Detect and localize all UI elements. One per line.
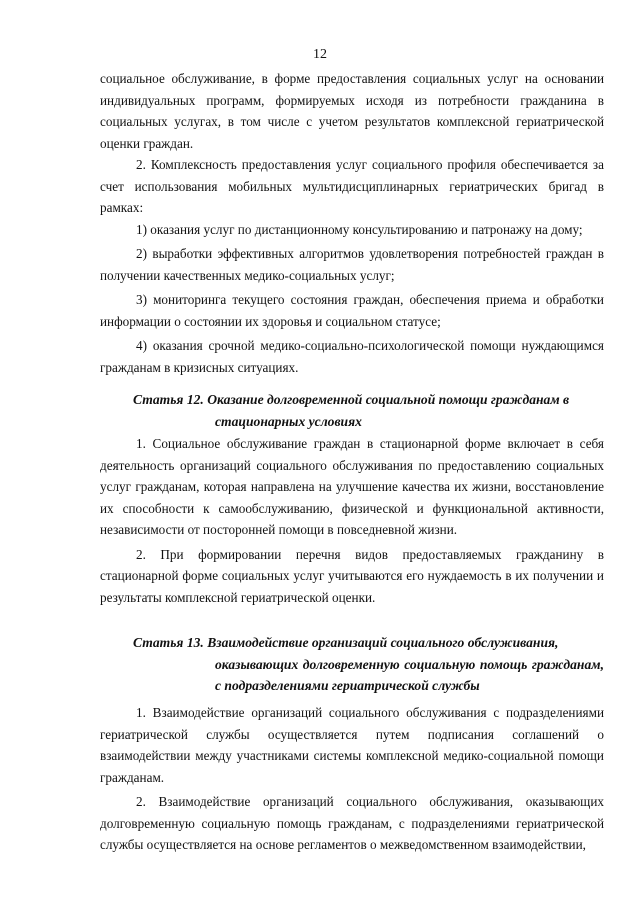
subitem-3: 3) мониторинга текущего состояния граждан, обеспечения приема и обработки информации о состоянии их здоровья и социальном статусе; bbox=[100, 292, 604, 329]
article-13-title bbox=[133, 632, 604, 697]
article-12-paragraph-1: 1. Социальное обслуживание граждан в стационарной форме включает в себя деятельность организаций социального обслуживания по предоставлению социальных услуг гражданам, которая направлена на улучшение качества их жизни, восстановление их способности к самообслуживанию, физической и функциональной активности, независимости от посторонней помощи в повседневной жизни. bbox=[100, 436, 604, 537]
article-12-title-line1: Статья 12. Оказание долговременной социальной помощи гражданам в bbox=[133, 392, 570, 407]
page-number: 12 bbox=[313, 47, 327, 62]
item2-intro: 2. Комплексность предоставления услуг социального профиля обеспечивается за счет использования мобильных мультидисциплинарных гериатрических бригад в рамках: bbox=[100, 157, 604, 215]
subitem-2: 2) выработки эффективных алгоритмов удовлетворения потребностей граждан в получении качественных медико-социальных услуг; bbox=[100, 246, 604, 283]
subitem-1: 1) оказания услуг по дистанционному консультированию и патронажу на дому; bbox=[136, 221, 583, 237]
item2-block bbox=[100, 154, 604, 378]
article-12-paragraph-2: 2. При формировании перечня видов предоставляемых гражданину в стационарной форме социальных услуг учитываются его нуждаемость в их получении и результаты комплексной гериатрической оценки. bbox=[100, 546, 604, 605]
continuation-block bbox=[100, 68, 604, 154]
article-12-title bbox=[133, 389, 604, 432]
article-13-title-lead: Статья 13. Взаимодействие организаций социального обслуживания, bbox=[133, 635, 559, 650]
article-13-paragraph-1: 1. Взаимодействие организаций социального обслуживания с подразделениями гериатрической службы осуществляется путем подписания соглашений о взаимодействии между участниками системы комплексной медико-социальной помощи гражданам. bbox=[100, 705, 604, 785]
article-13-title-cont: оказывающих долговременную социальную помощь гражданам, с подразделениями гериатрической службы bbox=[215, 656, 604, 693]
article-12-title-line2: стационарных условиях bbox=[215, 413, 362, 429]
continuation-paragraph: социальное обслуживание, в форме предоставления социальных услуг на основании индивидуальных программ, формируемых исходя из потребности гражданина в социальных услугах, в том числе с учетом результатов комплексной гериатрической оценки граждан. bbox=[100, 71, 604, 151]
article-13-body bbox=[100, 702, 604, 856]
subitem-4: 4) оказания срочной медико-социально-психологической помощи нуждающимся гражданам в кризисных ситуациях. bbox=[100, 338, 604, 375]
article-13-paragraph-2: 2. Взаимодействие организаций социального обслуживания, оказывающих долговременную социальную помощь гражданам, с подразделениями гериатрической службы осуществляется на основе регламентов о межведомственном взаимодействии, bbox=[100, 794, 604, 852]
article-12-body bbox=[100, 433, 604, 608]
